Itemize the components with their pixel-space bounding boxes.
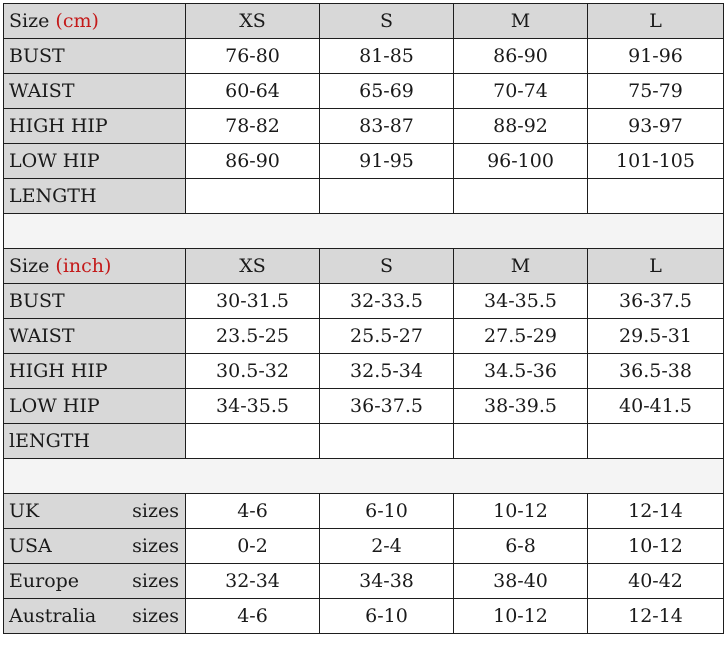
cm-cell: 75-79: [588, 74, 724, 109]
cm-size-label: Size: [9, 10, 50, 32]
conversion-label-cell: [4, 599, 186, 634]
cm-row-low-hip: [4, 144, 724, 179]
inch-cell: 23.5-25: [186, 319, 320, 354]
cm-unit-close: ): [91, 10, 99, 32]
inch-size-label: Size: [9, 255, 50, 277]
region-label: Australia: [9, 605, 97, 627]
cm-header-s: S: [320, 4, 454, 39]
cm-cell: 96-100: [454, 144, 588, 179]
cm-row-label: LENGTH: [4, 179, 186, 214]
conversion-cell: 6-10: [320, 599, 454, 634]
inch-cell: 30.5-32: [186, 354, 320, 389]
region-label: UK: [9, 500, 40, 522]
inch-row-label: BUST: [4, 284, 186, 319]
cm-unit: cm: [62, 10, 92, 32]
cm-row-length: [4, 179, 724, 214]
cm-row-label: BUST: [4, 39, 186, 74]
inch-row-label: lENGTH: [4, 424, 186, 459]
conversion-cell: 4-6: [186, 494, 320, 529]
cm-row-label: WAIST: [4, 74, 186, 109]
cm-header-m: M: [454, 4, 588, 39]
cm-cell: 86-90: [186, 144, 320, 179]
inch-row-label: LOW HIP: [4, 389, 186, 424]
conversion-row-uk: [4, 494, 724, 529]
cm-cell: 93-97: [588, 109, 724, 144]
cm-cell: [186, 179, 320, 214]
size-table: [3, 3, 724, 634]
inch-cell: 34.5-36: [454, 354, 588, 389]
conversion-cell: 10-12: [588, 529, 724, 564]
inch-row-waist: [4, 319, 724, 354]
inch-cell: 38-39.5: [454, 389, 588, 424]
cm-row-label: LOW HIP: [4, 144, 186, 179]
inch-header-m: M: [454, 249, 588, 284]
inch-header-row: [4, 249, 724, 284]
section-gap-row: [4, 459, 724, 494]
cm-cell: 78-82: [186, 109, 320, 144]
conversion-cell: 40-42: [588, 564, 724, 599]
sizes-suffix: sizes: [132, 500, 179, 522]
cm-row-bust: [4, 39, 724, 74]
inch-row-low-hip: [4, 389, 724, 424]
conversion-row-australia: [4, 599, 724, 634]
inch-cell: [454, 424, 588, 459]
inch-unit: inch: [62, 255, 105, 277]
conversion-label-cell: [4, 494, 186, 529]
section-gap-row: [4, 214, 724, 249]
inch-row-length: [4, 424, 724, 459]
cm-cell: [320, 179, 454, 214]
section-gap: [4, 214, 724, 249]
inch-row-bust: [4, 284, 724, 319]
inch-cell: 34-35.5: [186, 389, 320, 424]
conversion-cell: 6-8: [454, 529, 588, 564]
conversion-cell: 10-12: [454, 599, 588, 634]
inch-row-label: HIGH HIP: [4, 354, 186, 389]
cm-cell: 65-69: [320, 74, 454, 109]
cm-row-high-hip: [4, 109, 724, 144]
inch-header-l: L: [588, 249, 724, 284]
sizes-suffix: sizes: [132, 535, 179, 557]
inch-cell: 36-37.5: [320, 389, 454, 424]
cm-cell: 81-85: [320, 39, 454, 74]
inch-row-high-hip: [4, 354, 724, 389]
inch-cell: [186, 424, 320, 459]
inch-unit-open: (: [55, 255, 63, 277]
cm-size-label-cell: [4, 4, 186, 39]
cm-row-waist: [4, 74, 724, 109]
cm-cell: 83-87: [320, 109, 454, 144]
inch-cell: 29.5-31: [588, 319, 724, 354]
cm-header-l: L: [588, 4, 724, 39]
sizes-suffix: sizes: [132, 605, 179, 627]
conversion-row-usa: [4, 529, 724, 564]
conversion-cell: 34-38: [320, 564, 454, 599]
cm-cell: 91-95: [320, 144, 454, 179]
inch-cell: 32-33.5: [320, 284, 454, 319]
cm-cell: 60-64: [186, 74, 320, 109]
conversion-label-cell: [4, 529, 186, 564]
inch-cell: 30-31.5: [186, 284, 320, 319]
inch-cell: 36.5-38: [588, 354, 724, 389]
inch-cell: 34-35.5: [454, 284, 588, 319]
sizes-suffix: sizes: [132, 570, 179, 592]
cm-header-row: [4, 4, 724, 39]
inch-size-label-cell: [4, 249, 186, 284]
cm-unit-open: (: [55, 10, 63, 32]
conversion-cell: 2-4: [320, 529, 454, 564]
inch-unit-close: ): [104, 255, 112, 277]
inch-cell: 40-41.5: [588, 389, 724, 424]
cm-cell: 101-105: [588, 144, 724, 179]
cm-cell: 86-90: [454, 39, 588, 74]
inch-header-xs: XS: [186, 249, 320, 284]
cm-cell: [454, 179, 588, 214]
conversion-row-europe: [4, 564, 724, 599]
section-gap: [4, 459, 724, 494]
conversion-cell: 32-34: [186, 564, 320, 599]
conversion-cell: 0-2: [186, 529, 320, 564]
region-label: Europe: [9, 570, 80, 592]
cm-cell: 70-74: [454, 74, 588, 109]
conversion-cell: 4-6: [186, 599, 320, 634]
conversion-label-cell: [4, 564, 186, 599]
size-chart: [3, 3, 723, 634]
conversion-cell: 6-10: [320, 494, 454, 529]
inch-cell: [320, 424, 454, 459]
inch-cell: 36-37.5: [588, 284, 724, 319]
inch-row-label: WAIST: [4, 319, 186, 354]
inch-header-s: S: [320, 249, 454, 284]
cm-cell: 91-96: [588, 39, 724, 74]
region-label: USA: [9, 535, 52, 557]
conversion-cell: 38-40: [454, 564, 588, 599]
inch-cell: 32.5-34: [320, 354, 454, 389]
inch-cell: 27.5-29: [454, 319, 588, 354]
conversion-cell: 12-14: [588, 494, 724, 529]
conversion-cell: 12-14: [588, 599, 724, 634]
cm-cell: 88-92: [454, 109, 588, 144]
cm-header-xs: XS: [186, 4, 320, 39]
inch-cell: 25.5-27: [320, 319, 454, 354]
inch-cell: [588, 424, 724, 459]
cm-cell: 76-80: [186, 39, 320, 74]
cm-cell: [588, 179, 724, 214]
conversion-cell: 10-12: [454, 494, 588, 529]
cm-row-label: HIGH HIP: [4, 109, 186, 144]
